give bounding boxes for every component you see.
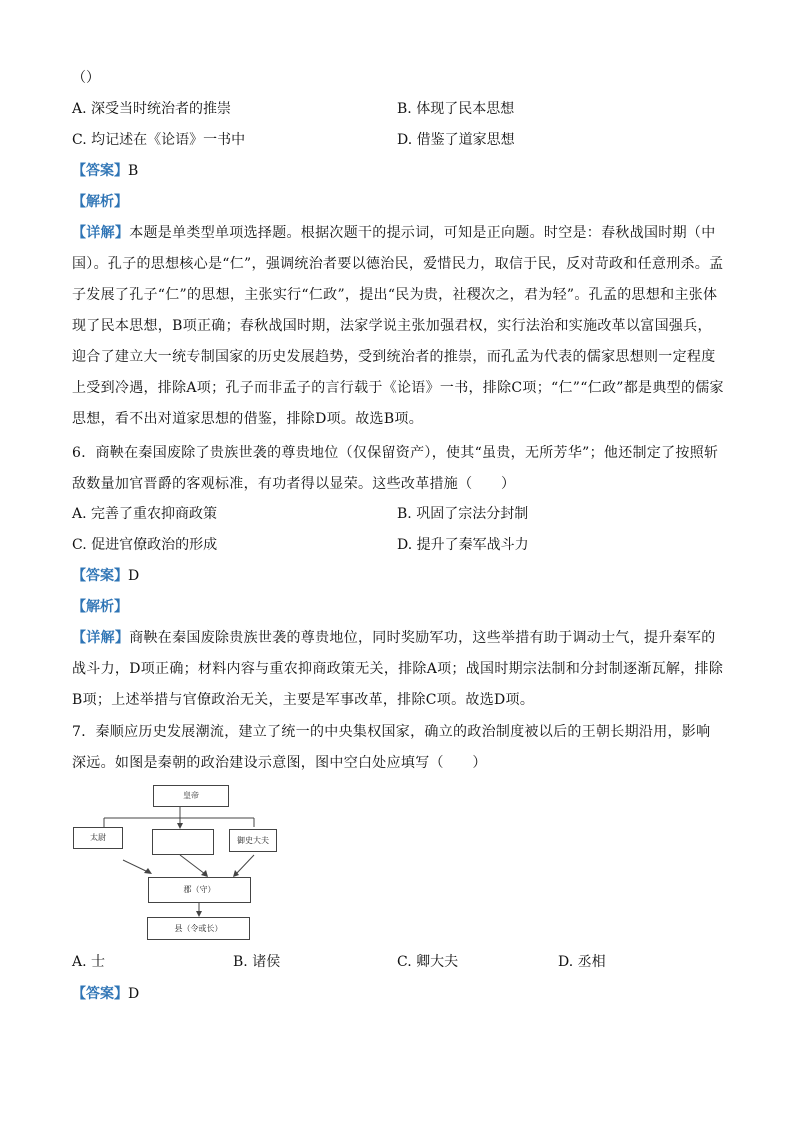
answer-value: D bbox=[128, 568, 140, 584]
detail-label: 【详解】 bbox=[72, 225, 130, 241]
option-text: 提升了秦军战斗力 bbox=[416, 537, 529, 553]
diagram-box-yushi: 御史大夫 bbox=[229, 829, 277, 852]
diagram-box-commandery: 郡（守） bbox=[148, 877, 251, 903]
option-text: 卿大夫 bbox=[416, 954, 459, 970]
arrowhead bbox=[201, 870, 208, 877]
option-letter: A. bbox=[72, 506, 87, 522]
answer-value: B bbox=[128, 163, 139, 179]
diagram-box-taiwei: 太尉 bbox=[73, 827, 123, 849]
q5-stem-tail: （） bbox=[72, 70, 100, 86]
option-letter: A. bbox=[72, 101, 87, 117]
option-text: 深受当时统治者的推崇 bbox=[91, 101, 232, 117]
analysis-label: 【解析】 bbox=[72, 194, 128, 210]
connector-line bbox=[123, 860, 148, 872]
answer-label: 【答案】 bbox=[72, 986, 128, 1002]
q6-stem: 6．商鞅在秦国废除了贵族世袭的尊贵地位（仅保留资产），使其“虽贵，无所芳华”；他还制定了按照斩敌数量加官晋爵的客观标准，有功者得以显荣。这些改革措施（ ） bbox=[72, 445, 719, 492]
option-text: 促进官僚政治的形成 bbox=[91, 537, 218, 553]
answer-value: D bbox=[128, 986, 140, 1002]
option-letter: C. bbox=[397, 954, 412, 970]
option-text: 借鉴了道家思想 bbox=[416, 132, 515, 148]
option-text: 体现了民本思想 bbox=[416, 101, 515, 117]
option-text: 巩固了宗法分封制 bbox=[416, 506, 529, 522]
option-letter: B. bbox=[233, 954, 248, 970]
option-letter: B. bbox=[397, 101, 412, 117]
q7-stem: 7．秦顺应历史发展潮流，建立了统一的中央集权国家，确立的政治制度被以后的王朝长期沿用，影响深远。如图是秦朝的政治建设示意图，图中空白处应填写（ ） bbox=[72, 724, 711, 771]
q7-option-d[interactable] bbox=[558, 953, 606, 971]
q7-option-a[interactable] bbox=[72, 953, 105, 971]
option-text: 丞相 bbox=[577, 954, 606, 970]
detail-text: 本题是单类型单项选择题。根据次题干的提示词，可知是正向题。时空是：春秋战国时期（中国）。孔子的思想核心是“仁”，强调统治者要以德治民，爱惜民力，取信于民，反对苛政和任意刑杀。孟子发展了孔子“仁”的思想，主张实行“仁政”，提出“民为贵，社稷次之，君为轻”。孔孟的思想和主张体现了民本思想，B项正确；春秋战国时期，法家学说主张加强君权，实行法治和实施改革以富国强兵，迎合了建立大一统专制国家的历史发展趋势，受到统治者的推崇，而孔孟为代表的儒家思想则一定程度上受到冷遇，排除A项；孔子而非孟子的言行载于《论语》一书，排除C项；“仁”“仁政”都是典型的儒家思想，看不出对道家思想的借鉴，排除D项。故选B项。 bbox=[72, 225, 724, 427]
option-letter: A. bbox=[72, 954, 87, 970]
option-letter: D. bbox=[397, 132, 413, 148]
option-letter: D. bbox=[558, 954, 574, 970]
option-letter: B. bbox=[397, 506, 412, 522]
diagram-box-emperor: 皇帝 bbox=[153, 785, 229, 807]
detail-text: 商鞅在秦国废除贵族世袭的尊贵地位，同时奖励军功，这些举措有助于调动士气，提升秦军的战斗力，D项正确；材料内容与重农抑商政策无关，排除A项；战国时期宗法制和分封制逐渐瓦解，排除B项；上述举措与官僚政治无关，主要是军事改革，排除C项。故选D项。 bbox=[72, 630, 724, 708]
option-text: 士 bbox=[91, 954, 106, 970]
connector-line bbox=[236, 855, 254, 874]
answer-label: 【答案】 bbox=[72, 568, 128, 584]
option-letter: C. bbox=[72, 132, 87, 148]
arrowhead bbox=[233, 870, 239, 877]
option-text: 诸侯 bbox=[252, 954, 281, 970]
option-text: 均记述在《论语》一书中 bbox=[91, 132, 246, 148]
diagram-box-blank bbox=[152, 829, 214, 855]
analysis-label: 【解析】 bbox=[72, 599, 128, 615]
option-letter: D. bbox=[397, 537, 413, 553]
option-text: 完善了重农抑商政策 bbox=[91, 506, 218, 522]
diagram-box-county: 县（令或长） bbox=[147, 917, 250, 940]
answer-label: 【答案】 bbox=[72, 163, 128, 179]
connector-line bbox=[180, 855, 205, 874]
q7-option-b[interactable] bbox=[233, 953, 280, 971]
option-letter: C. bbox=[72, 537, 87, 553]
q7-answer bbox=[72, 985, 139, 1003]
q7-option-c[interactable] bbox=[397, 953, 458, 971]
detail-label: 【详解】 bbox=[72, 630, 130, 646]
